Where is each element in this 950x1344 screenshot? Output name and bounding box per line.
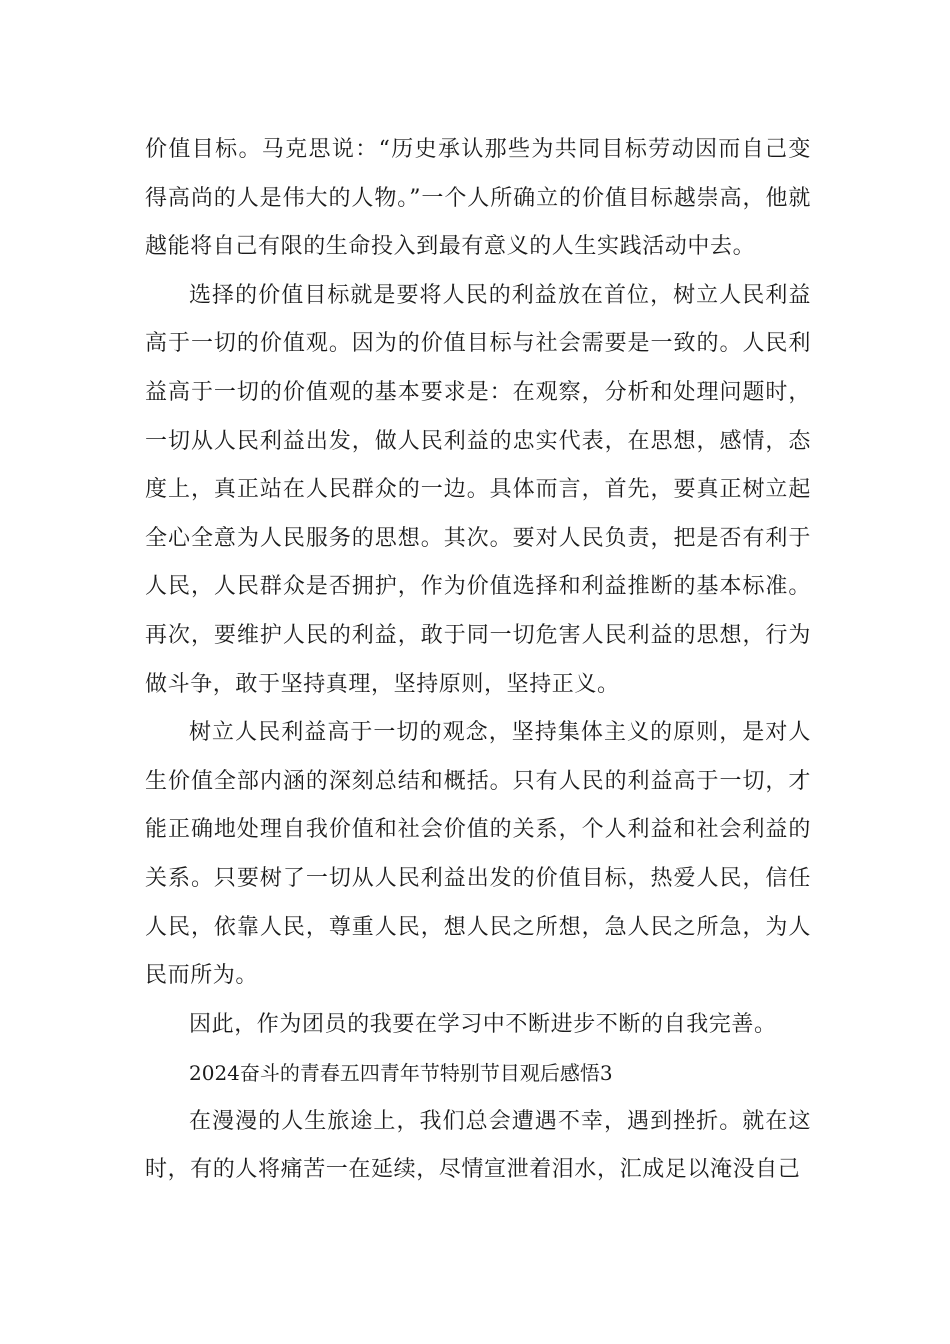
paragraph: 在漫漫的人生旅途上，我们总会遭遇不幸，遇到挫折。就在这时，有的人将痛苦一在延续，尽情宣泄着泪水，汇成足以淹没自己 [145,1108,811,1183]
paragraph-continued: 价值目标。马克思说：“历史承认那些为共同目标劳动因而自己变得高尚的人是伟大的人物。”一个人所确立的价值目标越崇高，他就越能将自己有限的生命投入到最有意义的人生实践活动中去。 [145,137,811,260]
section-heading: 2024奋斗的青春五四青年节特别节目观后感悟3 [189,1061,613,1086]
paragraph: 树立人民利益高于一切的观念，坚持集体主义的原则，是对人生价值全部内涵的深刻总结和概括。只有人民的利益高于一切，才能正确地处理自我价值和社会价值的关系，个人利益和社会利益的关系。只要树了一切从人民利益出发的价值目标，热爱人民，信任人民，依靠人民，尊重人民，想人民之所想，急人民之所急，为人民而所为。 [145,720,811,989]
document-body [145,126,811,1195]
paragraph: 选择的价值目标就是要将人民的利益放在首位，树立人民利益高于一切的价值观。因为的价值目标与社会需要是一致的。人民利益高于一切的价值观的基本要求是：在观察，分析和处理问题时，一切从人民利益出发，做人民利益的忠实代表，在思想，感情，态度上，真正站在人民群众的一边。具体而言，首先，要真正树立起全心全意为人民服务的思想。其次。要对人民负责，把是否有利于人民，人民群众是否拥护，作为价值选择和利益推断的基本标准。再次，要维护人民的利益，敢于同一切危害人民利益的思想，行为做斗争，敢于坚持真理，坚持原则，坚持正义。 [145,282,811,697]
paragraph: 因此，作为团员的我要在学习中不断进步不断的自我完善。 [189,1011,777,1037]
